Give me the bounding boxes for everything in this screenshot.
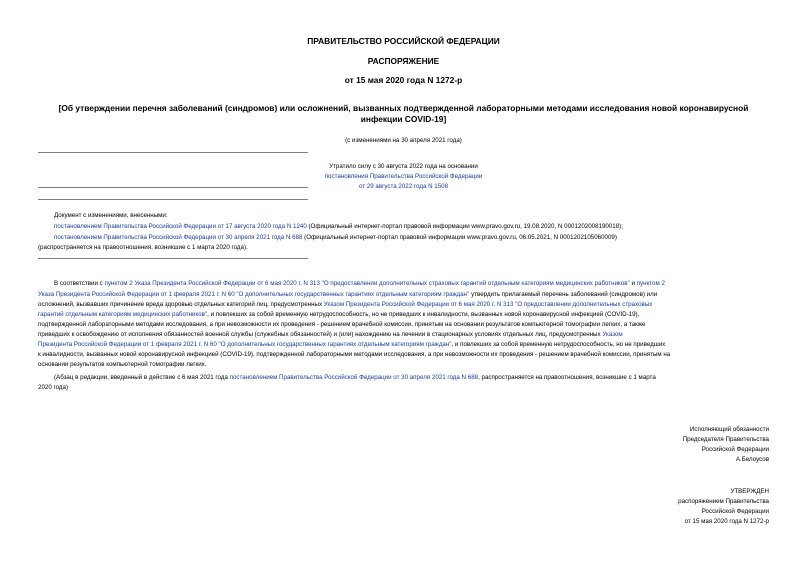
document-type: РАСПОРЯЖЕНИЕ <box>367 56 440 66</box>
amendments-intro: Документ с изменениями, внесенными: <box>54 212 168 219</box>
edition-note-cont: 2020 года) <box>38 384 69 391</box>
lapsed-line1: Утратило силу с 30 августа 2022 года на основании <box>329 163 478 170</box>
approved-line-4: от 15 мая 2020 года N 1272-р <box>684 518 769 525</box>
body-text: В соответствии с <box>54 280 105 287</box>
body-line-4 <box>38 310 639 320</box>
amendment-item-2 <box>54 233 768 243</box>
amendment-2-link[interactable]: постановлением Правительства Российской Федерации от 30 апреля 2021 года N 688 <box>54 234 303 241</box>
decree-313-link[interactable]: пунктом 2 Указа Президента Российской Федерации от 6 мая 2020 г. N 313 "О предоставлении дополнительных страховых гарантий отдельным категориям медицинских работников" <box>104 280 630 287</box>
signature-line-1: Исполняющий обязанности <box>689 426 769 433</box>
body-line-5: подтвержденной лабораторными методами исследования, а при невозможности их проведения - решением врачебной комиссии, принятым на основании результатов компьютерной томографии легких, а также <box>38 321 646 328</box>
decree-60-link-2[interactable]: Указом <box>602 331 623 338</box>
divider <box>38 152 308 153</box>
decree-60-title-link[interactable]: Указа Президента Российской Федерации от 1 февраля 2021 г. N 60 "О дополнительных государственных гарантиях отдельным категориям граждан" <box>38 291 470 298</box>
body-line-6 <box>38 330 623 340</box>
divider <box>38 258 308 259</box>
approved-line-1: УТВЕРЖДЕН <box>730 488 769 495</box>
body-line-1 <box>54 279 665 289</box>
decree-60-link-2-cont[interactable]: Президента Российской Федерации от 1 февраля 2021 г. N 60 "О дополнительных государственных гарантиях отдельным категориям граждан" <box>38 341 452 348</box>
document-date: от 15 мая 2020 года N 1272-р <box>344 75 463 85</box>
decree-688-link[interactable]: постановлением Правительства Российской Федерации от 30 апреля 2021 года N 688 <box>229 374 479 381</box>
body-text: , распространяется на правоотношения, возникшие с 1 марта <box>478 374 656 381</box>
decree-313-link-2-cont[interactable]: гарантий отдельным категориям медицинских работников" <box>38 311 208 318</box>
government-title: ПРАВИТЕЛЬСТВО РОССИЙСКОЙ ФЕДЕРАЦИИ <box>307 36 500 46</box>
changes-note: (с изменениями на 30 апреля 2021 года) <box>345 137 462 144</box>
signature-name: А.Белоусов <box>735 456 769 463</box>
body-text: осложнений, вызвавших причинение вреда здоровью отдельных категорий лиц, предусмотренных <box>38 301 324 308</box>
body-text: утвердить прилагаемый перечень заболеваний (синдромов) или <box>469 291 658 298</box>
approved-block <box>678 487 769 527</box>
lapsed-decree-link[interactable]: постановления Правительства Российской Федерации <box>324 173 483 180</box>
body-text: и <box>629 280 637 287</box>
edition-note <box>54 373 656 383</box>
amendment-item-1 <box>54 222 768 232</box>
body-text: , и повлекших за собой временную нетрудоспособность, но не приведших <box>451 341 666 348</box>
body-line-8: к инвалидности, вызванных новой коронавирусной инфекцией (COVID-19), подтвержденной лабораторными методами исследования, а при невозможности их проведения - решением врачебной комиссии, принятым на <box>38 351 671 358</box>
decree-60-link[interactable]: пунктом 2 <box>636 280 665 287</box>
document-title-line1: [Об утверждении перечня заболеваний (синдромов) или осложнений, вызванных подтвержденной лабораторными методами исследования новой коронавирусной <box>58 103 749 113</box>
body-line-3 <box>38 300 652 310</box>
divider <box>38 199 308 200</box>
document-title-line2: инфекции COVID-19] <box>360 114 447 124</box>
body-text: приведших к освобождению от исполнения обязанностей военной службы (служебных обязанностей) и (или) нахождению на лечении в стационарных условиях отдельных лиц, предусмотренных <box>38 331 603 338</box>
amendment-1-text: (Официальный интернет-портал правовой информации www.pravo.gov.ru, 19.08.2020, N 0001202008190018); <box>306 223 623 230</box>
approved-line-2: распоряжением Правительства <box>678 498 769 505</box>
signature-line-2: Председателя Правительства <box>682 436 769 443</box>
amendment-2-text: (Официальный интернет-портал правовой информации www.pravo.gov.ru, 06.05.2021, N 0001202105060009) <box>302 234 617 241</box>
body-text: , и повлекших за собой временную нетрудоспособность, но не приведших к инвалидности, вызванных новой коронавирусной инфекцией (COVID-19), <box>207 311 640 318</box>
amendment-item-2-cont: (распространяется на правоотношения, возникшие с 1 марта 2020 года). <box>38 244 248 251</box>
signature-block <box>683 425 769 465</box>
amendment-1-link[interactable]: постановлением Правительства Российской Федерации от 17 августа 2020 года N 1240 <box>54 223 307 230</box>
decree-313-link-2[interactable]: Указом Президента Российской Федерации от 6 мая 2020 г. N 313 "О предоставлении дополнительных страховых <box>323 301 653 308</box>
body-text: (Абзац в редакции, введенный в действие с 6 мая 2021 года <box>54 374 230 381</box>
body-line-2 <box>38 290 657 300</box>
body-line-7 <box>38 340 665 350</box>
lapsed-decree-date-link[interactable]: от 29 августа 2022 года N 1508 <box>358 183 449 190</box>
body-line-9: основании результатов компьютерной томографии легких. <box>38 361 207 368</box>
signature-line-3: Российской Федерации <box>701 446 769 453</box>
approved-line-3: Российской Федерации <box>701 508 769 515</box>
